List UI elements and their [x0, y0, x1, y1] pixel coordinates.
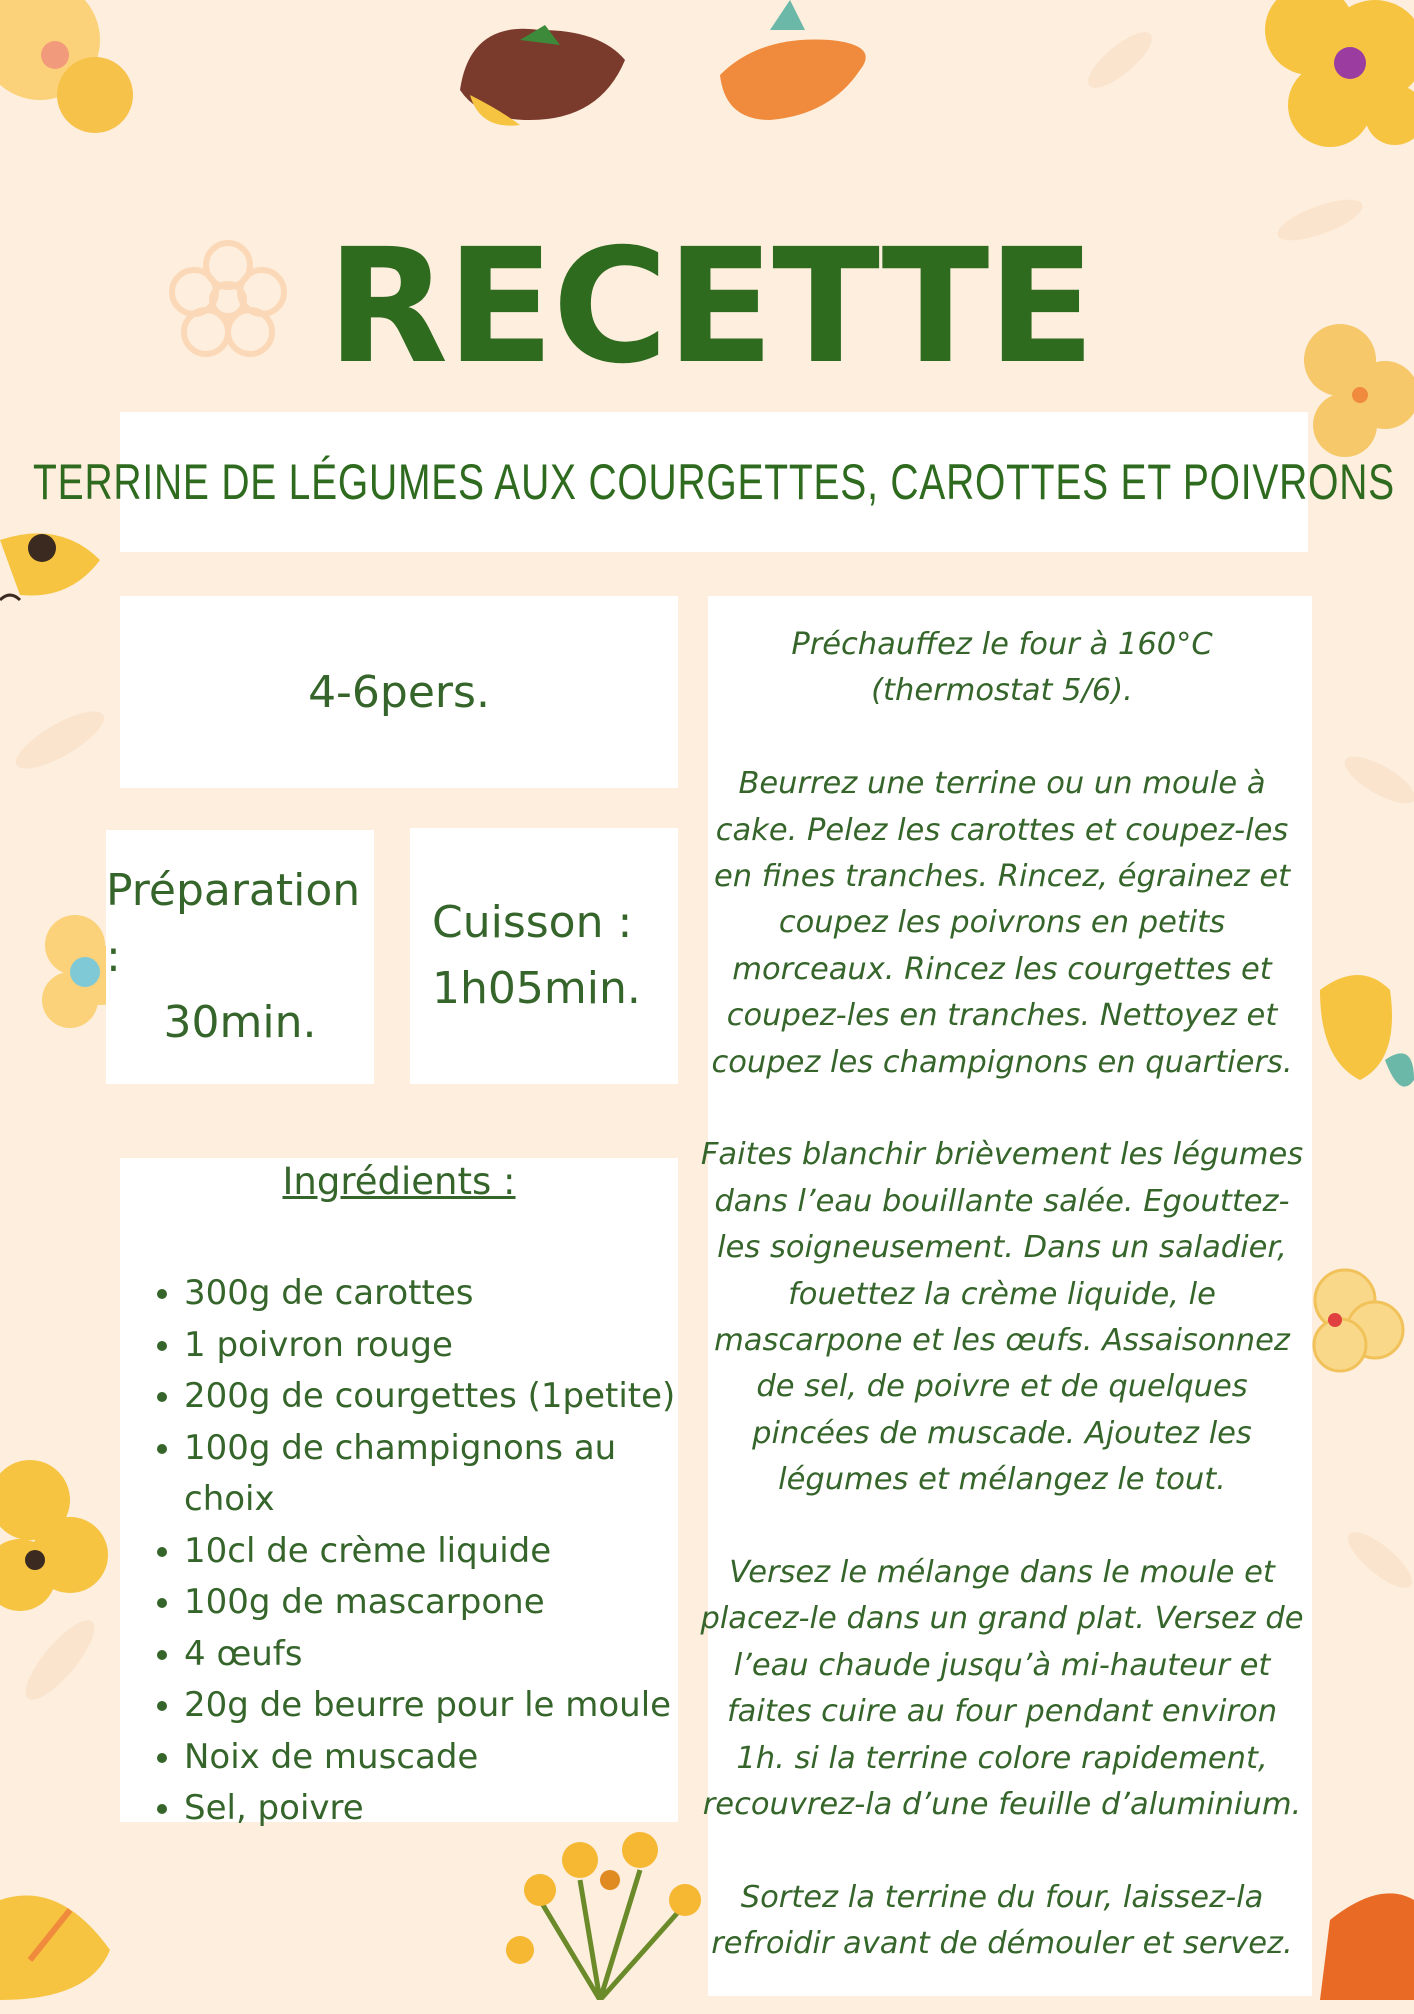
flower-top-left [0, 0, 133, 133]
list-item: • 1 poivron rouge [184, 1320, 704, 1372]
list-item: • Noix de muscade [184, 1732, 704, 1784]
ingredients-list [150, 1268, 704, 1835]
instruction-step: Faites blanchir brièvement les légumes dans l’eau bouillante salée. Egouttez-les soigneusement. Dans un saladier, fouettez la crème liquide, le mascarpone et les œufs. Assaisonnez de sel, de poivre et de quelques pincées de muscade. Ajoutez les légumes et mélangez le tout. [700, 1137, 1304, 1498]
servings-card [120, 596, 678, 788]
list-item: • 300g de carottes [184, 1268, 704, 1320]
preparation-label: Préparation : [106, 865, 361, 982]
cooking-label: Cuisson : [432, 897, 633, 948]
leaf-top-center [460, 25, 625, 126]
preparation-value: 30min. [163, 997, 317, 1048]
ingredients-heading: Ingrédients : [282, 1160, 516, 1203]
page-title: RECETTE [326, 215, 1094, 399]
list-item: • Sel, poivre [184, 1783, 704, 1835]
instructions-text [700, 622, 1304, 2014]
instruction-step: Préchauffez le four à 160°C (thermostat 5/6). [791, 627, 1213, 709]
cooking-value: 1h05min. [432, 963, 641, 1014]
flower-top-right [1265, 0, 1414, 147]
flower-right-upper [1304, 324, 1414, 457]
recipe-name: TERRINE DE LÉGUMES AUX COURGETTES, CAROTTES ET POIVRONS [33, 454, 1395, 510]
flower-bottom-left [0, 1896, 110, 2000]
list-item: • 100g de champignons au choix [184, 1423, 704, 1526]
flower-top-orange [720, 0, 866, 120]
flower-left-lower [0, 1460, 108, 1611]
list-item: • 10cl de crème liquide [184, 1526, 704, 1578]
cooking-card [410, 828, 678, 1084]
list-item: • 4 œufs [184, 1629, 704, 1681]
flower-right-lower [1314, 1270, 1403, 1371]
preparation-card [106, 830, 374, 1084]
flower-right-mid [1320, 975, 1414, 1087]
list-item: • 100g de mascarpone [184, 1577, 704, 1629]
instruction-step: Versez le mélange dans le moule et placez-le dans un grand plat. Versez de l’eau chaude jusqu’à mi-hauteur et faites cuire au four pendant environ 1h. si la terrine colore rapidement, recouvrez-la d’une feuille d’aluminium. [700, 1555, 1304, 1823]
instruction-step: Beurrez une terrine ou un moule à cake. Pelez les carottes et coupez-les en fines tranches. Rincez, égrainez et coupez les poivrons en petits morceaux. Rincez les courgettes et coupez-les en tranches. Nettoyez et coupez les champignons en quartiers. [711, 766, 1293, 1080]
list-item: • 200g de courgettes (1petite) [184, 1371, 704, 1423]
list-item: • 20g de beurre pour le moule [184, 1680, 704, 1732]
flower-bottom-bouquet [506, 1832, 701, 2000]
instruction-step: Sortez la terrine du four, laissez-la refroidir avant de démouler et servez. [711, 1879, 1293, 1962]
flower-bottom-right [1320, 1893, 1414, 2000]
flower-left-mid [0, 533, 100, 600]
servings-value: 4-6pers. [308, 666, 490, 718]
subtitle-card [33, 412, 1395, 552]
